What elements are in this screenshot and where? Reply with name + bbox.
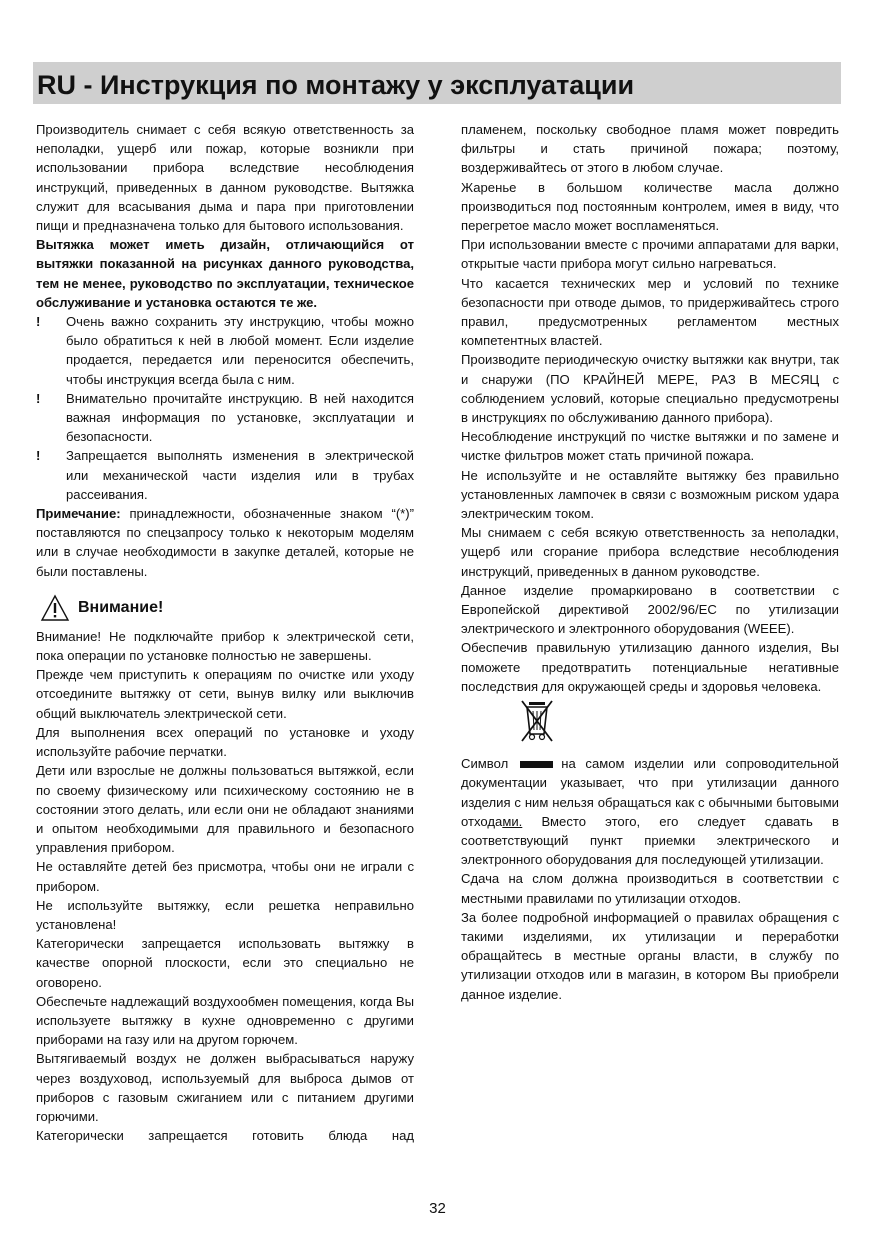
bullet-text: Запрещается выполнять изменения в электрической или механической части изделия или в трубах рассеивания. bbox=[66, 448, 414, 502]
warning-paragraph: Категорически запрещается использовать вытяжку в качестве опорной плоскости, если это специально не оговорено. bbox=[36, 936, 414, 990]
warning-paragraph: Не оставляйте детей без присмотра, чтобы они не играли с прибором. bbox=[36, 859, 414, 894]
safety-paragraph: Производите периодическую очистку вытяжки как внутри, так и снаружи (ПО КРАЙНЕЙ МЕРЕ, РАЗ В МЕСЯЦ с соблюдением условий, которые специально предусмотрены в инструкциях по обслуживанию данного прибора). bbox=[461, 352, 839, 426]
right-column bbox=[461, 120, 839, 1004]
symbol-text-underlined: ми. bbox=[502, 813, 523, 829]
safety-paragraph: Жаренье в большом количестве масла должно производиться под постоянным контролем, имея в виду, что перегретое масло может воспламеняться. bbox=[461, 179, 839, 234]
warning-triangle-icon bbox=[40, 594, 70, 622]
bullet-item bbox=[36, 389, 414, 447]
warning-header bbox=[36, 593, 414, 623]
black-bar-icon bbox=[520, 761, 553, 768]
warning-paragraph: Вытягиваемый воздух не должен выбрасываться наружу через воздуховод, используемый для выброса дымов от приборов с газовым сжиганием или с питанием другими горючими. bbox=[36, 1051, 414, 1124]
symbol-word: Символ bbox=[461, 756, 509, 772]
left-column bbox=[36, 120, 414, 1145]
warning-paragraph: Не используйте вытяжку, если решетка неправильно установлена! bbox=[36, 897, 414, 932]
warning-paragraph: Дети или взрослые не должны пользоваться вытяжкой, если по своему физическому или психическому состоянию не в состоянии этого делать, или если они не обладают знаниями и опытом необходимыми для правильного и безопасного управления прибором. bbox=[36, 763, 414, 856]
note-label: Примечание: bbox=[36, 506, 121, 522]
safety-paragraph: Несоблюдение инструкций по чистке вытяжки и по замене и чистке фильтров может стать причиной пожара. bbox=[461, 429, 839, 464]
warning-paragraph: Прежде чем приступить к операциям по очистке или уходу отсоедините вытяжку от сети, вынув вилку или выключив общий выключатель электрической сети. bbox=[36, 667, 414, 721]
intro-paragraph: Производитель снимает с себя всякую ответственность за неполадки, ущерб или пожар, которые возникли при использовании прибора вследствие несоблюдения инструкций, приведенных в данном руководстве. Вытяжка служит для всасывания дыма и пара при приготовлении пищи и предназначена только для бытового использования. bbox=[36, 122, 414, 234]
bullet-item bbox=[36, 446, 414, 504]
warning-paragraph: Категорически запрещается готовить блюда над bbox=[36, 1128, 414, 1144]
bullet-item bbox=[36, 312, 414, 389]
weee-paragraph: Обеспечив правильную утилизацию данного изделия, Вы поможете предотвратить потенциальные негативные последствия для окружающей среды и здоровья человека. bbox=[461, 640, 839, 694]
safety-paragraph: Не используйте и не оставляйте вытяжку без правильно установленных лампочек в связи с возможным риском удара электрическим током. bbox=[461, 467, 839, 522]
weee-symbol-block bbox=[461, 698, 839, 748]
crossed-bin-icon bbox=[519, 698, 555, 744]
safety-paragraph: При использовании вместе с прочими аппаратами для варки, открытые части прибора могут сильно нагреваться. bbox=[461, 237, 839, 272]
warning-paragraph: Внимание! Не подключайте прибор к электрической сети, пока операции по установке полностью не завершены. bbox=[36, 628, 414, 664]
disposal-paragraph: Сдача на слом должна производиться в соответствии с местными правилами по утилизации отходов. bbox=[461, 871, 839, 906]
bullet-text: Внимательно прочитайте инструкцию. В ней находится важная информация по установке, эксплуатации и безопасности. bbox=[66, 390, 414, 445]
page-title: RU - Инструкция по монтажу у эксплуатации bbox=[33, 62, 841, 104]
safety-paragraph: пламенем, поскольку свободное пламя может повредить фильтры и стать причиной пожара; поэтому, воздерживайтесь от этого в любом случае. bbox=[461, 122, 839, 176]
exclamation-mark: ! bbox=[36, 390, 41, 406]
weee-paragraph: Данное изделие промаркировано в соответствии с Европейской директивой 2002/96/EC по утилизации электрического и электронного оборудования (WEEE). bbox=[461, 582, 839, 637]
note-text: принадлежности, обозначенные знаком “(*)” поставляются по спецзапросу только к некоторым моделям или в случае необходимости в закупке деталей, которые не были поставлены. bbox=[36, 506, 414, 579]
page-number: 32 bbox=[429, 1200, 446, 1217]
warning-title: Внимание! bbox=[78, 599, 164, 617]
bullet-text: Очень важно сохранить эту инструкцию, чтобы можно было обратиться к ней в любой момент. Если изделие продается, передается или переносится обеспечить, чтобы инструкция всегда была с ним. bbox=[66, 314, 414, 387]
disposal-paragraph: За более подробной информацией о правилах обращения с такими изделиями, их утилизации и переработки обращайтесь в местные органы власти, в службу по утилизации отходов или в магазин, в котором Вы приобрели данное изделие. bbox=[461, 909, 839, 1002]
safety-paragraph: Мы снимаем с себя всякую ответственность за неполадки, ущерб или сгорание прибора вследствие несоблюдения инструкций, приведенных в данном руководстве. bbox=[461, 525, 839, 579]
note-paragraph bbox=[36, 504, 414, 581]
symbol-paragraph bbox=[461, 754, 839, 869]
warning-paragraph: Для выполнения всех операций по установке и уходу используйте рабочие перчатки. bbox=[36, 724, 414, 760]
safety-paragraph: Что касается технических мер и условий по технике безопасности при отводе дымов, то придерживайтесь строго правил, предусмотренных регламентом местных компетентных властей. bbox=[461, 275, 839, 349]
warning-paragraph: Обеспечьте надлежащий воздухообмен помещения, когда Вы используете вытяжку в кухне одновременно с другими приборами на газу или на другом горючем. bbox=[36, 993, 414, 1048]
design-notice: Вытяжка может иметь дизайн, отличающийся от вытяжки показанной на рисунках данного руководства, тем не менее, руководство по эксплуатации, техническое обслуживание и установка остаются те же. bbox=[36, 237, 414, 310]
symbol-text: Вместо этого, его следует сдавать в соответствующий пункт приемки электрического и электронного оборудования для последующей утилизации. bbox=[461, 813, 839, 868]
symbol-text: на самом изделии или сопроводительной документации указывает, что при утилизации данного изделия с ним нельзя обращаться как с обычными бытовыми отхода bbox=[461, 756, 839, 829]
exclamation-mark: ! bbox=[36, 314, 41, 330]
exclamation-mark: ! bbox=[36, 448, 41, 464]
